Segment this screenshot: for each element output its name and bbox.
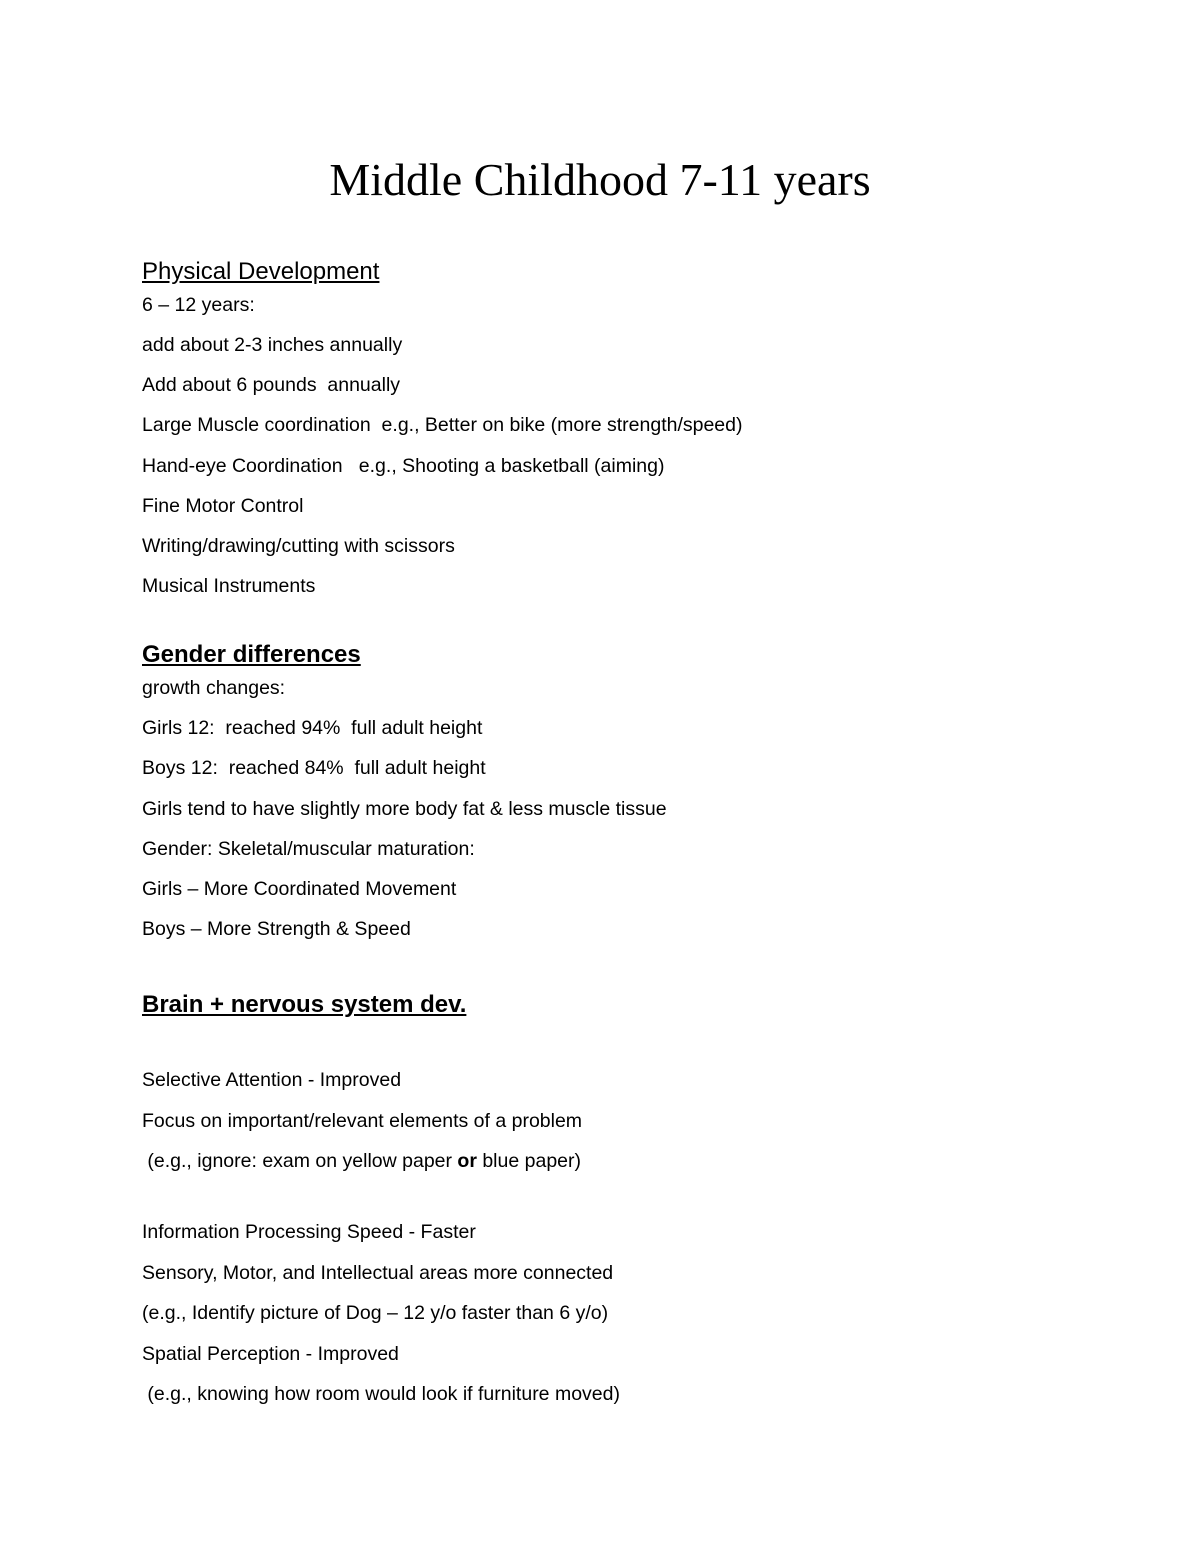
gender-line: Boys – More Strength & Speed (142, 918, 411, 940)
physical-line: Writing/drawing/cutting with scissors (142, 535, 455, 557)
brain-line: Information Processing Speed - Faster (142, 1221, 476, 1243)
heading-brain-nervous-system: Brain + nervous system dev. (142, 991, 467, 1018)
brain-line: Focus on important/relevant elements of a problem (142, 1110, 583, 1132)
physical-line: 6 – 12 years: (142, 294, 255, 316)
gender-line: Girls tend to have slightly more body fat & less muscle tissue (142, 798, 667, 820)
gender-line: Girls – More Coordinated Movement (142, 878, 457, 900)
physical-line: add about 2-3 inches annually (142, 334, 403, 356)
physical-line: Musical Instruments (142, 575, 316, 597)
heading-gender-differences: Gender differences (142, 641, 361, 668)
brain-line: Selective Attention - Improved (142, 1069, 402, 1091)
page-title: Middle Childhood 7-11 years (329, 154, 871, 205)
physical-line: Add about 6 pounds annually (142, 374, 401, 396)
gender-line: Girls 12: reached 94% full adult height (142, 717, 483, 739)
brain-line: (e.g., Identify picture of Dog – 12 y/o faster than 6 y/o) (142, 1302, 609, 1324)
physical-line: Fine Motor Control (142, 495, 304, 517)
brain-line: (e.g., knowing how room would look if furniture moved) (142, 1383, 620, 1405)
physical-line: Large Muscle coordination e.g., Better on bike (more strength/speed) (142, 414, 743, 436)
brain-line: Sensory, Motor, and Intellectual areas more connected (142, 1262, 614, 1284)
gender-line: Boys 12: reached 84% full adult height (142, 757, 486, 779)
heading-physical-development: Physical Development (142, 258, 380, 285)
physical-line: Hand-eye Coordination e.g., Shooting a basketball (aiming) (142, 455, 665, 477)
gender-line: Gender: Skeletal/muscular maturation: (142, 838, 475, 860)
example-text-bold: or (457, 1150, 477, 1172)
example-text-before: (e.g., ignore: exam on yellow paper (142, 1150, 458, 1172)
brain-line: Spatial Perception - Improved (142, 1343, 399, 1365)
gender-line: growth changes: (142, 677, 286, 699)
example-text-after: blue paper) (476, 1150, 581, 1172)
brain-example-line (142, 1148, 581, 1174)
